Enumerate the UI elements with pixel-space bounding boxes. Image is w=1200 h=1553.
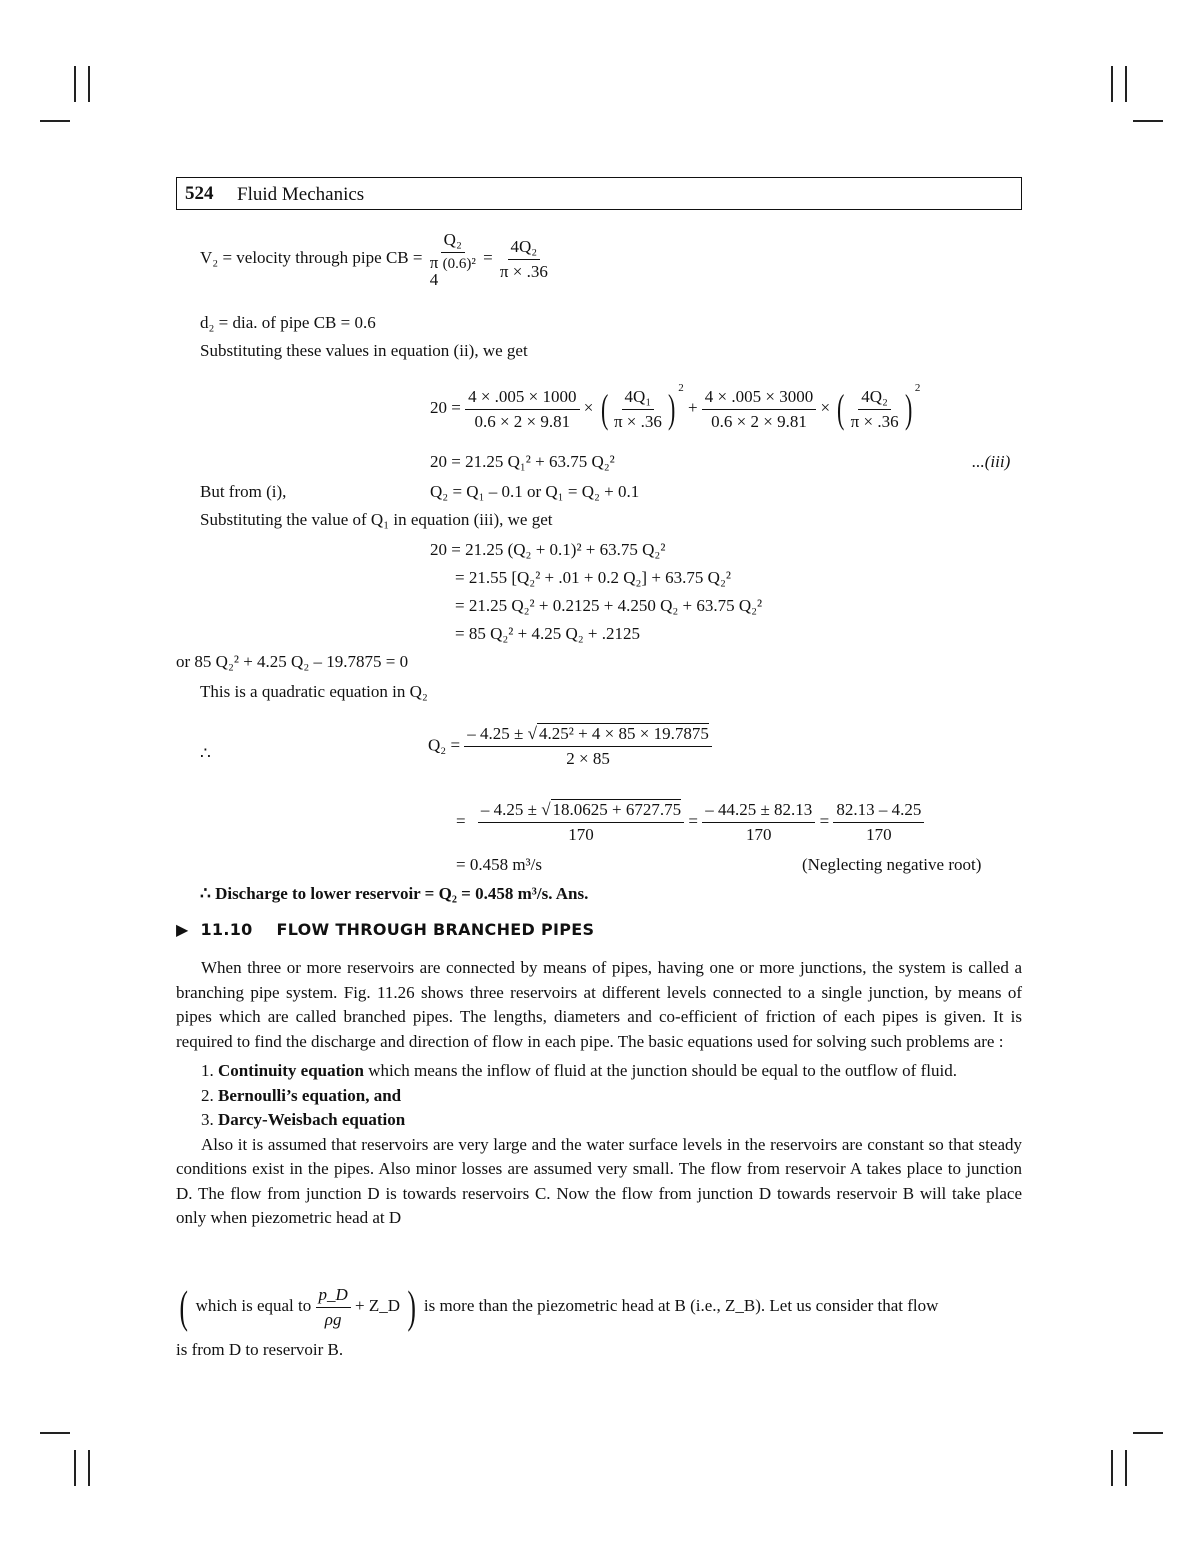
but-from-text: But from (i), (200, 482, 287, 501)
expansion-line: = 21.25 Q₂² + 0.2125 + 4.250 Q₂ + 63.75 Q₂² (455, 596, 763, 615)
d2-line: d₂ = dia. of pipe CB = 0.6 (200, 313, 376, 332)
list-num: 1. (201, 1061, 214, 1080)
crop-mark (1133, 1432, 1163, 1434)
crop-mark (74, 66, 76, 102)
eq20-term2 (702, 387, 816, 432)
eq-v2-equals: = (483, 247, 493, 267)
piezo-plus: + Z_D (355, 1295, 401, 1315)
eq20-q1-den: π × .36 (613, 411, 662, 431)
piezo-pre: which is equal to (195, 1295, 312, 1315)
eq20-t1-num: 4 × .005 × 1000 (465, 387, 579, 410)
page-number: 524 (185, 183, 214, 204)
q2-n2: – 44.25 ± 82.13 (702, 800, 815, 823)
piezo-den: ρg (324, 1309, 342, 1329)
substitute-text: Substituting these values in equation (ii), we get (200, 341, 528, 360)
q2-d1: 170 (568, 825, 594, 844)
paren-open: ( (600, 386, 608, 432)
crop-mark (1125, 66, 1127, 102)
equation-v2 (200, 230, 551, 288)
piezo-fraction (316, 1285, 351, 1330)
crop-mark (1111, 1450, 1113, 1486)
times-sign: × (820, 398, 831, 417)
crop-mark (40, 1432, 70, 1434)
expansion-line: = 21.55 [Q₂² + .01 + 0.2 Q₂] + 63.75 Q₂² (455, 568, 731, 587)
paren-close: ) (407, 1281, 417, 1332)
crop-mark (1111, 66, 1113, 102)
eq20-t2-den: 0.6 × 2 × 9.81 (711, 411, 807, 431)
eq20-t1-den: 0.6 × 2 × 9.81 (474, 411, 571, 431)
piezo-num: p_D (316, 1285, 351, 1308)
q2-eq: = (456, 811, 466, 831)
eq-v2-f1-num: Q₂ (441, 230, 465, 253)
final-line: is from D to reservoir B. (176, 1340, 344, 1359)
crop-mark (88, 66, 90, 102)
eq-v2-f1-pi: π (429, 253, 439, 272)
neglect-note: (Neglecting negative root) (802, 855, 982, 874)
list-item (176, 1084, 1022, 1109)
section-heading (176, 920, 594, 939)
crop-mark (40, 120, 70, 122)
square-exp: 2 (914, 382, 921, 394)
plus-sign: + (687, 398, 698, 417)
q2-d3: 170 (866, 825, 892, 844)
eq-v2-f2-den: π × .36 (499, 261, 548, 281)
list-bold: Continuity equation (218, 1061, 364, 1080)
eq20-t2-num: 4 × .005 × 3000 (702, 387, 816, 410)
paren-close: ) (904, 386, 912, 432)
crop-mark (88, 1450, 90, 1486)
eq20-q1-num: 4Q₁ (622, 387, 655, 410)
quadratic-formula (428, 724, 712, 769)
equation-20 (430, 382, 920, 432)
eq20-term1 (465, 387, 579, 432)
running-header (176, 177, 1022, 210)
section-triangle-icon: ▶ (176, 920, 189, 939)
paren-open: ( (837, 386, 845, 432)
eq-v2-f2-num: 4Q₂ (508, 237, 541, 260)
q2-n3: 82.13 – 4.25 (833, 800, 924, 823)
expansion-line: 20 = 21.25 (Q₂ + 0.1)² + 63.75 Q₂² (430, 540, 666, 559)
list-bold: Bernoulli’s equation, and (218, 1085, 402, 1105)
quad-numerator: – 4.25 ± √ 4.25² + 4 × 85 × 19.7875 (464, 724, 712, 747)
times-sign: × (583, 398, 594, 417)
quad-num-a: – 4.25 ± (467, 724, 524, 743)
eq-v2-f1-four: 4 (429, 270, 439, 289)
expansion-line: = 85 Q₂² + 4.25 Q₂ + .2125 (455, 624, 641, 643)
list-num: 3. (201, 1110, 214, 1129)
section-number: 11.10 (200, 920, 253, 939)
therefore-symbol: ∴ (200, 744, 211, 763)
quadratic-text: This is a quadratic equation in Q₂ (200, 682, 428, 701)
q2-frac3 (833, 800, 924, 845)
paren-close: ) (667, 386, 676, 432)
q2-frac1 (478, 800, 684, 845)
crop-mark (1133, 120, 1163, 122)
equation-iii-label: ...(iii) (972, 452, 1011, 471)
eq20-lhs: 20 = (430, 398, 461, 417)
list-item (176, 1059, 1022, 1084)
result-line: = 0.458 m³/s (456, 855, 542, 874)
q2-frac1-num: – 4.25 ± √ 18.0625 + 6727.75 (478, 800, 684, 823)
eq20-q1 (611, 387, 665, 432)
crop-mark (1125, 1450, 1127, 1486)
quad-fraction (464, 724, 712, 769)
list-rest: which means the inflow of fluid at the junction should be equal to the outflow of fluid. (363, 1061, 957, 1080)
eq20-q2-num: 4Q₂ (858, 387, 891, 410)
q2-eq: = (819, 811, 830, 831)
eq-v2-f1-den (427, 253, 479, 288)
paragraph: When three or more reservoirs are connected by means of pipes, having one or more junctions, the system is called a branching pipe system. Fig. 11.26 shows three reservoirs at different levels connected to a single junction, by means of pipes which are called branched pipes. The lengths, diameters and co-efficient of friction of each pipes is given. It is required to find the discharge and direction of flow in each pipe. The basic equations used for solving such problems are : (176, 958, 1022, 1051)
section-title: FLOW THROUGH BRANCHED PIPES (276, 920, 595, 939)
equation-list (176, 1059, 1022, 1133)
eq20-q2 (848, 387, 902, 432)
q2-frac2 (702, 800, 815, 845)
book-title: Fluid Mechanics (237, 184, 365, 205)
quad-lhs: Q₂ = (428, 735, 461, 755)
crop-mark (74, 1450, 76, 1486)
list-bold: Darcy-Weisbach equation (218, 1110, 406, 1129)
quad-denominator: 2 × 85 (566, 749, 610, 768)
piezometric-line (176, 1281, 939, 1332)
q2-n1a: – 4.25 ± (480, 800, 537, 819)
q2-n1-sqrt: 18.0625 + 6727.75 (552, 800, 682, 819)
list-item (176, 1108, 1022, 1133)
eq-v2-f1-diam: (0.6)² (442, 256, 476, 272)
square-exp: 2 (678, 382, 684, 394)
list-num: 2. (201, 1085, 214, 1105)
or-line: or 85 Q₂² + 4.25 Q₂ – 19.7875 = 0 (176, 652, 409, 671)
but-from-equation: Q₂ = Q₁ – 0.1 or Q₁ = Q₂ + 0.1 (430, 482, 640, 501)
quadratic-evaluation (456, 800, 924, 845)
eq-v2-lhs: V₂ = velocity through pipe CB = (200, 247, 423, 267)
equation-iii: 20 = 21.25 Q₁² + 63.75 Q₂² (430, 452, 615, 471)
discharge-answer: ∴ Discharge to lower reservoir = Q₂ = 0.458 m³/s. Ans. (200, 884, 589, 903)
body-text (176, 956, 1022, 1231)
paragraph: Also it is assumed that reservoirs are very large and the water surface levels in the reservoirs are constant so that steady conditions exist in the pipes. Also minor losses are assumed very small. The flow from reservoir A takes place to junction D. The flow from junction D is towards reservoirs C. Now the flow from junction D towards reservoir B will take place only when piezometric head at D (176, 1134, 1022, 1227)
substitute-q1-text: Substituting the value of Q₁ in equation (iii), we get (200, 510, 553, 529)
q2-eq: = (688, 811, 698, 831)
q2-d2: 170 (746, 825, 772, 844)
quad-sqrt: 4.25² + 4 × 85 × 19.7875 (538, 724, 709, 743)
eq-v2-fraction-1 (427, 230, 479, 288)
piezo-post: is more than the piezometric head at B (i.e., Z_B). Let us consider that flow (423, 1295, 939, 1315)
eq-v2-fraction-2 (497, 237, 551, 282)
eq20-q2-den: π × .36 (850, 411, 899, 431)
paren-open: ( (179, 1281, 188, 1332)
